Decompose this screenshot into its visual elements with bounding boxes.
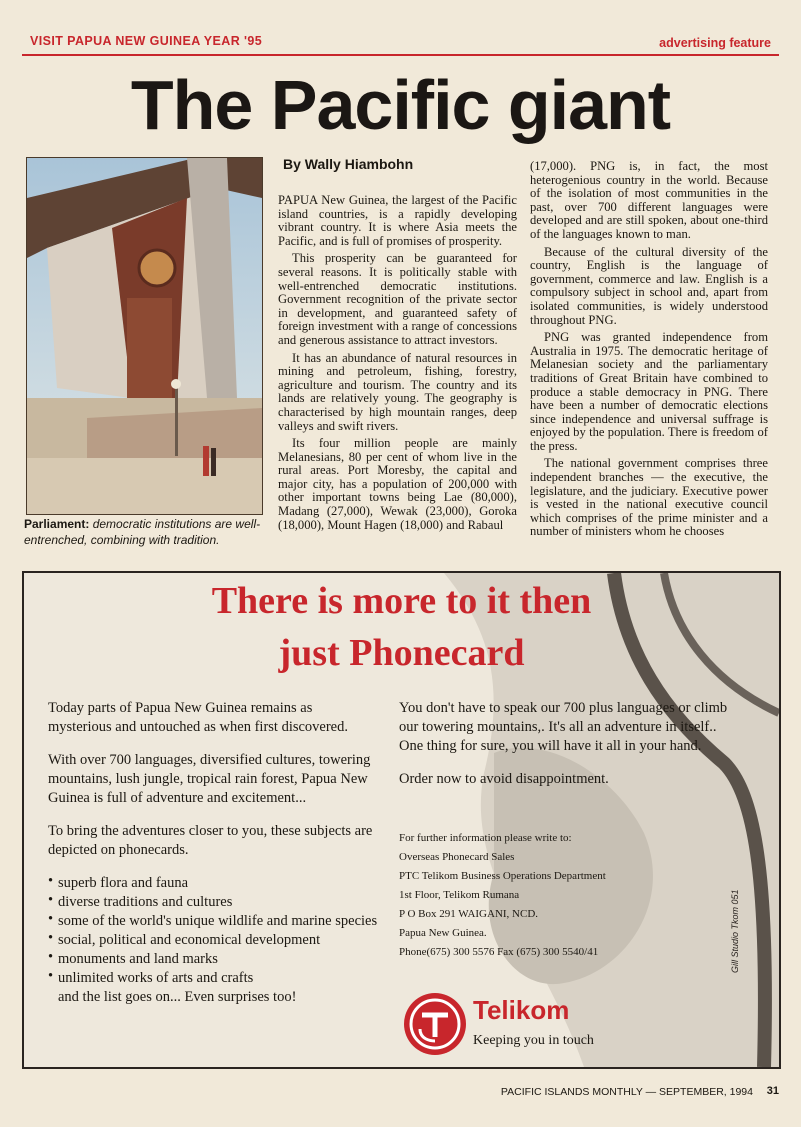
photo-credit: Gill Studio Tkom 051 (730, 889, 740, 973)
paragraph: Its four million people are mainly Melanesians, 80 per cent of whom live in the rural areas. Port Moresby, the capital and major city, has a population of 200,000 with other important towns being Lae (80,000), Madang (27,000), Wewak (23,000), Goroka (18,000), Mount Hagen (18,000) and Rabaul (278, 436, 517, 532)
contact-line: Overseas Phonecard Sales (399, 851, 515, 863)
paragraph: Because of the cultural diversity of the country, English is the language of government, commerce and law. English is a compulsory subject in school and, apart from isolated communities, is widely understood throughout PNG. (530, 244, 768, 327)
caption-text: democratic institutions are well-entrenched, combining with tradition. (24, 517, 261, 547)
phonecard-advertisement (22, 571, 781, 1069)
article-column-2 (530, 160, 768, 566)
list-item: • social, political and economical development (48, 930, 321, 948)
contact-line: PTC Telikom Business Operations Department (399, 870, 606, 882)
caption-label: Parliament: (24, 517, 90, 531)
list-item: • unlimited works of arts and crafts (48, 968, 254, 986)
contact-line: Papua New Guinea. (399, 927, 487, 939)
contact-line: For further information please write to: (399, 832, 572, 844)
ad-left-column (48, 699, 378, 1007)
contact-line: 1st Floor, Telikom Rumana (399, 889, 520, 901)
telikom-brand: Telikom (473, 995, 570, 1025)
ad-right-column (399, 699, 739, 803)
ad-paragraph: Order now to avoid disappointment. (399, 771, 609, 787)
header-left: VISIT PAPUA NEW GUINEA YEAR '95 (30, 34, 263, 48)
contact-line: P O Box 291 WAIGANI, NCD. (399, 908, 539, 920)
list-closing: and the list goes on... Even surprises too! (58, 989, 297, 1005)
paragraph: PNG was granted independence from Australia in 1975. The democratic heritage of Melanesian society and the parliamentary traditions of Great Britain have combined to produce a stable democracy in PNG. There have been a number of democratic elections since independence and universal suffrage is enjoyed by the population. There is freedom of the press. (530, 330, 768, 453)
header-right: advertising feature (659, 36, 771, 50)
ad-paragraph: You don't have to speak our 700 plus languages or climb our towering mountains,. It's all an adventure in itself.. One thing for sure, you will have it all in your hand. (399, 700, 728, 754)
list-item: • some of the world's unique wildlife and marine species (48, 911, 378, 929)
contact-block (399, 829, 606, 962)
ad-paragraph: With over 700 languages, diversified cultures, towering mountains, lush jungle, tropical rain forest, Papua New Guinea is full of adventure and excitement... (48, 752, 371, 806)
ad-paragraph: To bring the adventures closer to you, these subjects are depicted on phonecards. (48, 823, 373, 858)
ad-paragraph: Today parts of Papua New Guinea remains as mysterious and untouched as when first discovered. (48, 700, 348, 735)
byline: By Wally Hiambohn (283, 156, 414, 172)
telikom-logo-icon (402, 991, 468, 1057)
article-title: The Pacific giant (130, 66, 671, 144)
paragraph: (17,000). PNG is, in fact, the most heterogenious country in the world. Because of the isolation of most communities in the past, over 700 different languages were developed and are still spoken, about one-third of the languages known to man. (530, 160, 768, 241)
paragraph: It has an abundance of natural resources in mining and petroleum, fishing, forestry, agriculture and tourism. The country and its lands are relatively young. The geography is characterised by high mountain ranges, deep valleys and swift rivers. (278, 350, 517, 433)
photo-caption (24, 516, 264, 548)
page-number: 31 (766, 1085, 779, 1097)
list-item: • monuments and land marks (48, 949, 218, 967)
ad-title-line-2: just Phonecard (278, 632, 525, 674)
paragraph: The national government comprises three independent branches — the executive, the legislature, and the judiciary. Executive power is vested in the national executive council which comprises of the prime minister and a number of ministers whom he chooses (530, 456, 768, 539)
telikom-tagline: Keeping you in touch (473, 1033, 594, 1048)
header-rule (22, 54, 779, 56)
article-column-1 (278, 194, 517, 566)
paragraph: PAPUA New Guinea, the largest of the Pacific island countries, is a rapidly developing vibrant country. It is where Asia meets the Pacific, and is full of promises of prosperity. (278, 194, 517, 248)
contact-line: Phone(675) 300 5576 Fax (675) 300 5540/41 (399, 946, 599, 958)
ad-title-line-1: There is more to it then (211, 580, 592, 622)
footer-publication: PACIFIC ISLANDS MONTHLY — SEPTEMBER, 1994 (500, 1086, 753, 1098)
list-item: • superb flora and fauna (48, 873, 189, 891)
list-item: • diverse traditions and cultures (48, 892, 233, 910)
parliament-photo (26, 157, 263, 515)
paragraph: This prosperity can be guaranteed for several reasons. It is politically stable with well-entrenched democratic institutions. Government recognition of the private sector in development, and guaranteed safety of foreign investment with a range of concessions and generous assistance to attract investors. (278, 251, 517, 347)
subject-list (48, 874, 378, 1007)
